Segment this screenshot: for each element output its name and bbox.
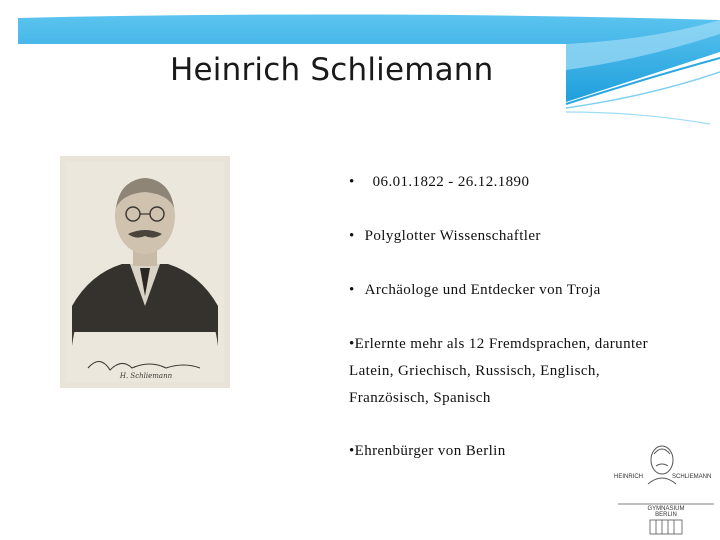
logo-sub-word: BERLIN [655,512,677,518]
bullet-marker: • [349,336,355,352]
logo-right-word: SCHLIEMANN [672,474,712,480]
schliemann-portrait [60,156,230,388]
bullet-marker: • [349,282,355,298]
bullet-dates [349,174,529,191]
page-title: Heinrich Schliemann [170,52,494,88]
bullet-languages [349,336,648,353]
bullet-text: Archäologe und Entdecker von Troja [364,282,601,298]
bullet-text: Französisch, Spanisch [349,390,491,406]
logo-main-word: GYMNASIUM [647,506,685,512]
bullet-honorary-citizen [349,443,506,460]
bullet-languages-cont-1 [349,363,600,380]
bullet-text: Erlernte mehr als 12 Fremdsprachen, darunter [354,336,648,352]
bullet-text: 06.01.1822 - 26.12.1890 [372,174,530,190]
bullet-marker: • [349,443,355,459]
bullet-text: Ehrenbürger von Berlin [354,443,506,459]
bullet-marker: • [349,228,355,244]
bullet-text: Latein, Griechisch, Russisch, Englisch, [349,363,600,379]
logo-left-word: HEINRICH [614,474,644,480]
bullet-archaeologist [349,282,601,299]
bullet-languages-cont-2 [349,390,491,407]
bullet-marker: • [349,174,355,190]
portrait-signature: H. Schliemann [119,372,173,380]
bullet-text: Polyglotter Wissenschaftler [364,228,541,244]
gymnasium-logo [612,440,720,536]
bullet-polyglot [349,228,541,245]
